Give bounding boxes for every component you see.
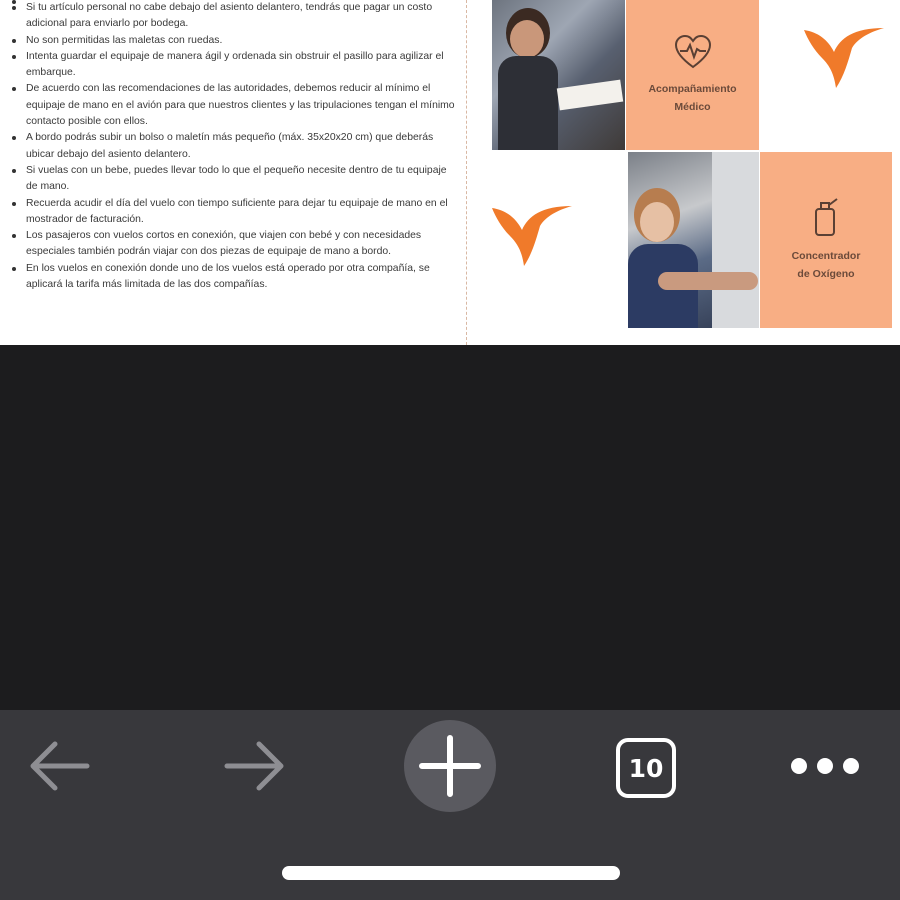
- arrow-left-icon: [27, 738, 91, 794]
- new-tab-button[interactable]: [404, 720, 496, 812]
- list-item: A bordo podrás subir un bolso o maletín más pequeño (máx. 35x20x20 cm) que deberás ubicar debajo del asiento delantero.: [0, 130, 458, 163]
- ellipsis-icon: [817, 758, 833, 774]
- ellipsis-icon: [791, 758, 807, 774]
- tab-switcher-button[interactable]: [614, 736, 678, 800]
- page-fold-divider: [466, 0, 467, 345]
- list-item: Si vuelas con un bebe, puedes llevar todo lo que el pequeño necesite dentro de tu equipaje de mano.: [0, 163, 458, 196]
- child-inhaler-photo: [628, 152, 759, 328]
- list-item: Intenta guardar el equipaje de manera ágil y ordenada sin obstruir el pasillo para agilizar el embarque.: [0, 49, 458, 82]
- list-item: Los pasajeros con vuelos cortos en conexión, que viajen con bebé y con necesidades especiales también podrán viajar con dos piezas de equipaje de mano a bordo.: [0, 228, 458, 261]
- services-grid: [470, 0, 900, 345]
- forward-button[interactable]: [220, 733, 290, 799]
- oxygen-tank-icon: [811, 197, 841, 237]
- list-item: Recuerda acudir el día del vuelo con tiempo suficiente para dejar tu equipaje de mano en el mostrador de facturación.: [0, 196, 458, 229]
- oxygen-concentrator-label: Concentrador de Oxígeno: [791, 250, 861, 280]
- hummingbird-logo: [488, 200, 578, 270]
- ellipsis-icon: [843, 758, 859, 774]
- document-page: [0, 0, 900, 345]
- baggage-rules-column: [0, 0, 466, 345]
- heart-pulse-icon: [674, 34, 712, 70]
- medical-assistance-label: Acompañamiento Médico: [648, 83, 737, 113]
- oxygen-concentrator-tile: [760, 152, 892, 328]
- list-item: No son permitidas las maletas con ruedas.: [0, 33, 458, 49]
- tab-count: 10: [616, 738, 676, 798]
- back-button[interactable]: [24, 733, 94, 799]
- medical-assistance-tile: [626, 0, 759, 150]
- home-indicator[interactable]: [282, 866, 620, 880]
- empty-content-area: [0, 345, 900, 710]
- list-item: Si tu artículo personal no cabe debajo del asiento delantero, tendrás que pagar un costo adicional para enviarlo por bodega.: [0, 0, 458, 33]
- baggage-rules-list: [0, 0, 458, 293]
- list-item: En los vuelos en conexión donde uno de los vuelos está operado por otra compañía, se aplicará la tarifa más limitada de las dos compañías.: [0, 261, 458, 294]
- hummingbird-logo: [800, 22, 890, 92]
- arrow-right-icon: [223, 738, 287, 794]
- flight-attendant-photo: [492, 0, 625, 150]
- list-item: De acuerdo con las recomendaciones de las autoridades, debemos reducir al mínimo el equipaje de mano en el avión para que nuestros clientes y las tripulaciones tengan el mínimo contacto posible con ellos.: [0, 81, 458, 130]
- more-menu-button[interactable]: [780, 740, 870, 792]
- plus-icon: [418, 734, 482, 798]
